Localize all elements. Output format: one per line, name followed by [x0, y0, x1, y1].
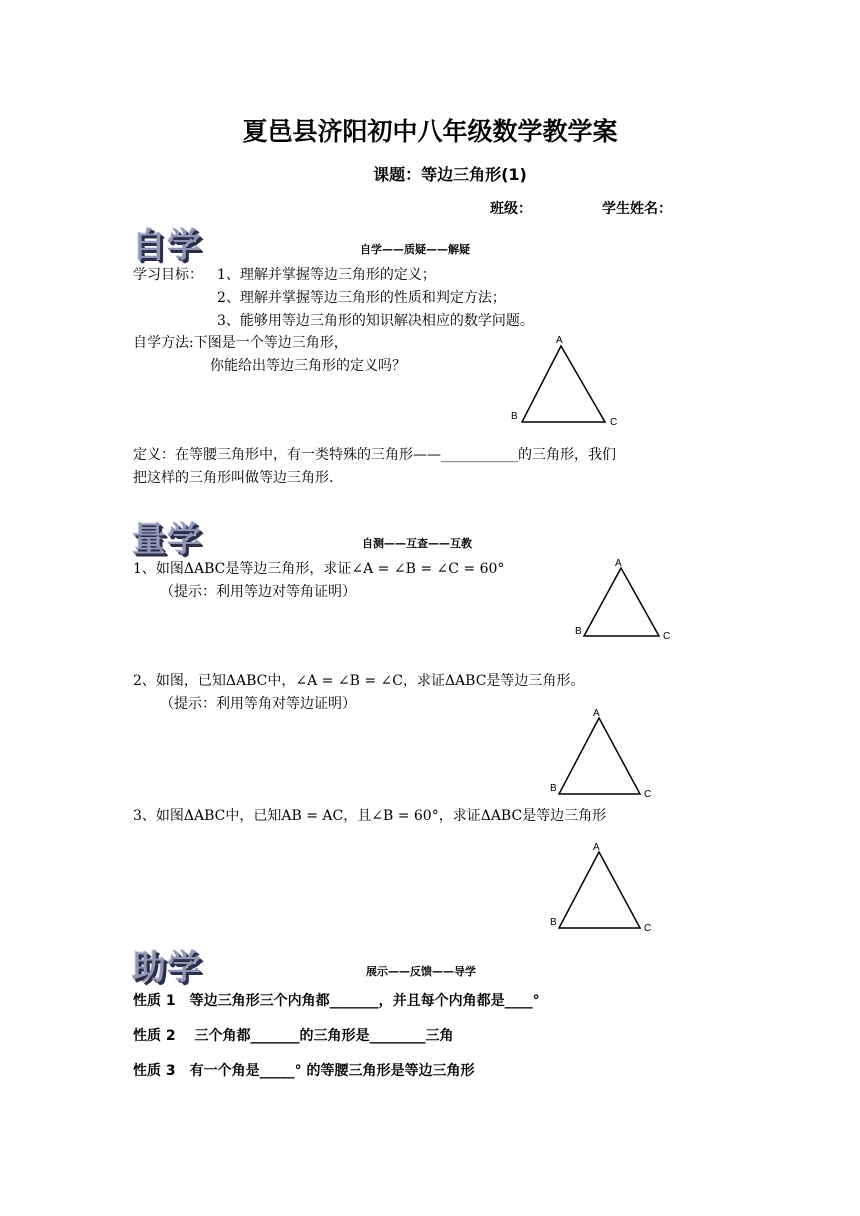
triangle-shape [559, 718, 640, 794]
triangle-shape [559, 852, 640, 928]
vertex-label-a: A [593, 842, 600, 853]
vertex-label-c: C [644, 789, 652, 800]
section-logo-zixue: 自学 [132, 226, 202, 266]
section-logo-liangxue: 量学 [132, 520, 202, 560]
vertex-label-c: C [663, 631, 671, 642]
question-1-hint: （提示：利用等边对等角证明） [160, 584, 356, 600]
triangle-figure-2 [570, 556, 680, 642]
page-title: 夏邑县济阳初中八年级数学教学案 [242, 117, 618, 146]
question-2: 2、如图，已知ΔABC中，∠A = ∠B = ∠C，求证ΔABC是等边三角形。 [133, 673, 585, 689]
goal-item: 3、能够用等边三角形的知识解决相应的数学问题。 [217, 313, 534, 329]
method-question: 你能给出等边三角形的定义吗？ [210, 358, 406, 374]
question-2-hint: （提示：利用等角对等边证明） [160, 696, 356, 712]
vertex-label-c: C [644, 923, 652, 934]
property-3: 性质 3 有一个角是_____° 的等腰三角形是等边三角形 [133, 1063, 475, 1079]
question-3: 3、如图ΔABC中，已知AB = AC，且∠B = 60°，求证ΔABC是等边三角形 [133, 808, 607, 824]
triangle-figure-4 [545, 838, 665, 934]
property-1: 性质 1 等边三角形三个内角都_______，并且每个内角都是____° [133, 993, 540, 1009]
vertex-label-a: A [615, 558, 622, 569]
goal-item: 2、理解并掌握等边三角形的性质和判定方法； [217, 290, 506, 306]
vertex-label-a: A [556, 335, 563, 346]
section-caption-zhuxue: 展示——反馈——导学 [366, 965, 476, 978]
class-label: 班级： [490, 201, 532, 217]
student-name-label: 学生姓名： [602, 201, 672, 217]
vertex-label-b: B [550, 783, 557, 794]
triangle-shape [522, 346, 605, 422]
section-logo-zhuxue: 助学 [132, 948, 202, 988]
goal-item: 1、理解并掌握等边三角形的定义； [217, 267, 436, 283]
section-caption-zixue: 自学——质疑——解疑 [360, 243, 470, 256]
vertex-label-c: C [610, 417, 618, 428]
definition-line: 定义：在等腰三角形中，有一类特殊的三角形——___________的三角形，我们 [133, 447, 616, 463]
vertex-label-b: B [511, 411, 518, 422]
question-1: 1、如图ΔABC是等边三角形，求证∠A = ∠B = ∠C = 60° [133, 561, 505, 577]
triangle-figure-3 [545, 704, 665, 800]
vertex-label-a: A [593, 708, 600, 719]
vertex-label-b: B [575, 626, 582, 637]
triangle-shape [584, 568, 659, 636]
lesson-subtitle: 课题：等边三角形(1) [373, 165, 527, 184]
vertex-label-b: B [550, 917, 557, 928]
method-line: 自学方法:下图是一个等边三角形， [133, 335, 348, 351]
property-2: 性质 2 三个角都_______的三角形是________三角 [133, 1028, 454, 1044]
section-caption-liangxue: 自测——互查——互教 [362, 537, 472, 550]
definition-line: 把这样的三角形叫做等边三角形. [133, 470, 334, 486]
triangle-figure-1 [505, 332, 625, 428]
goals-label: 学习目标： [133, 267, 203, 283]
